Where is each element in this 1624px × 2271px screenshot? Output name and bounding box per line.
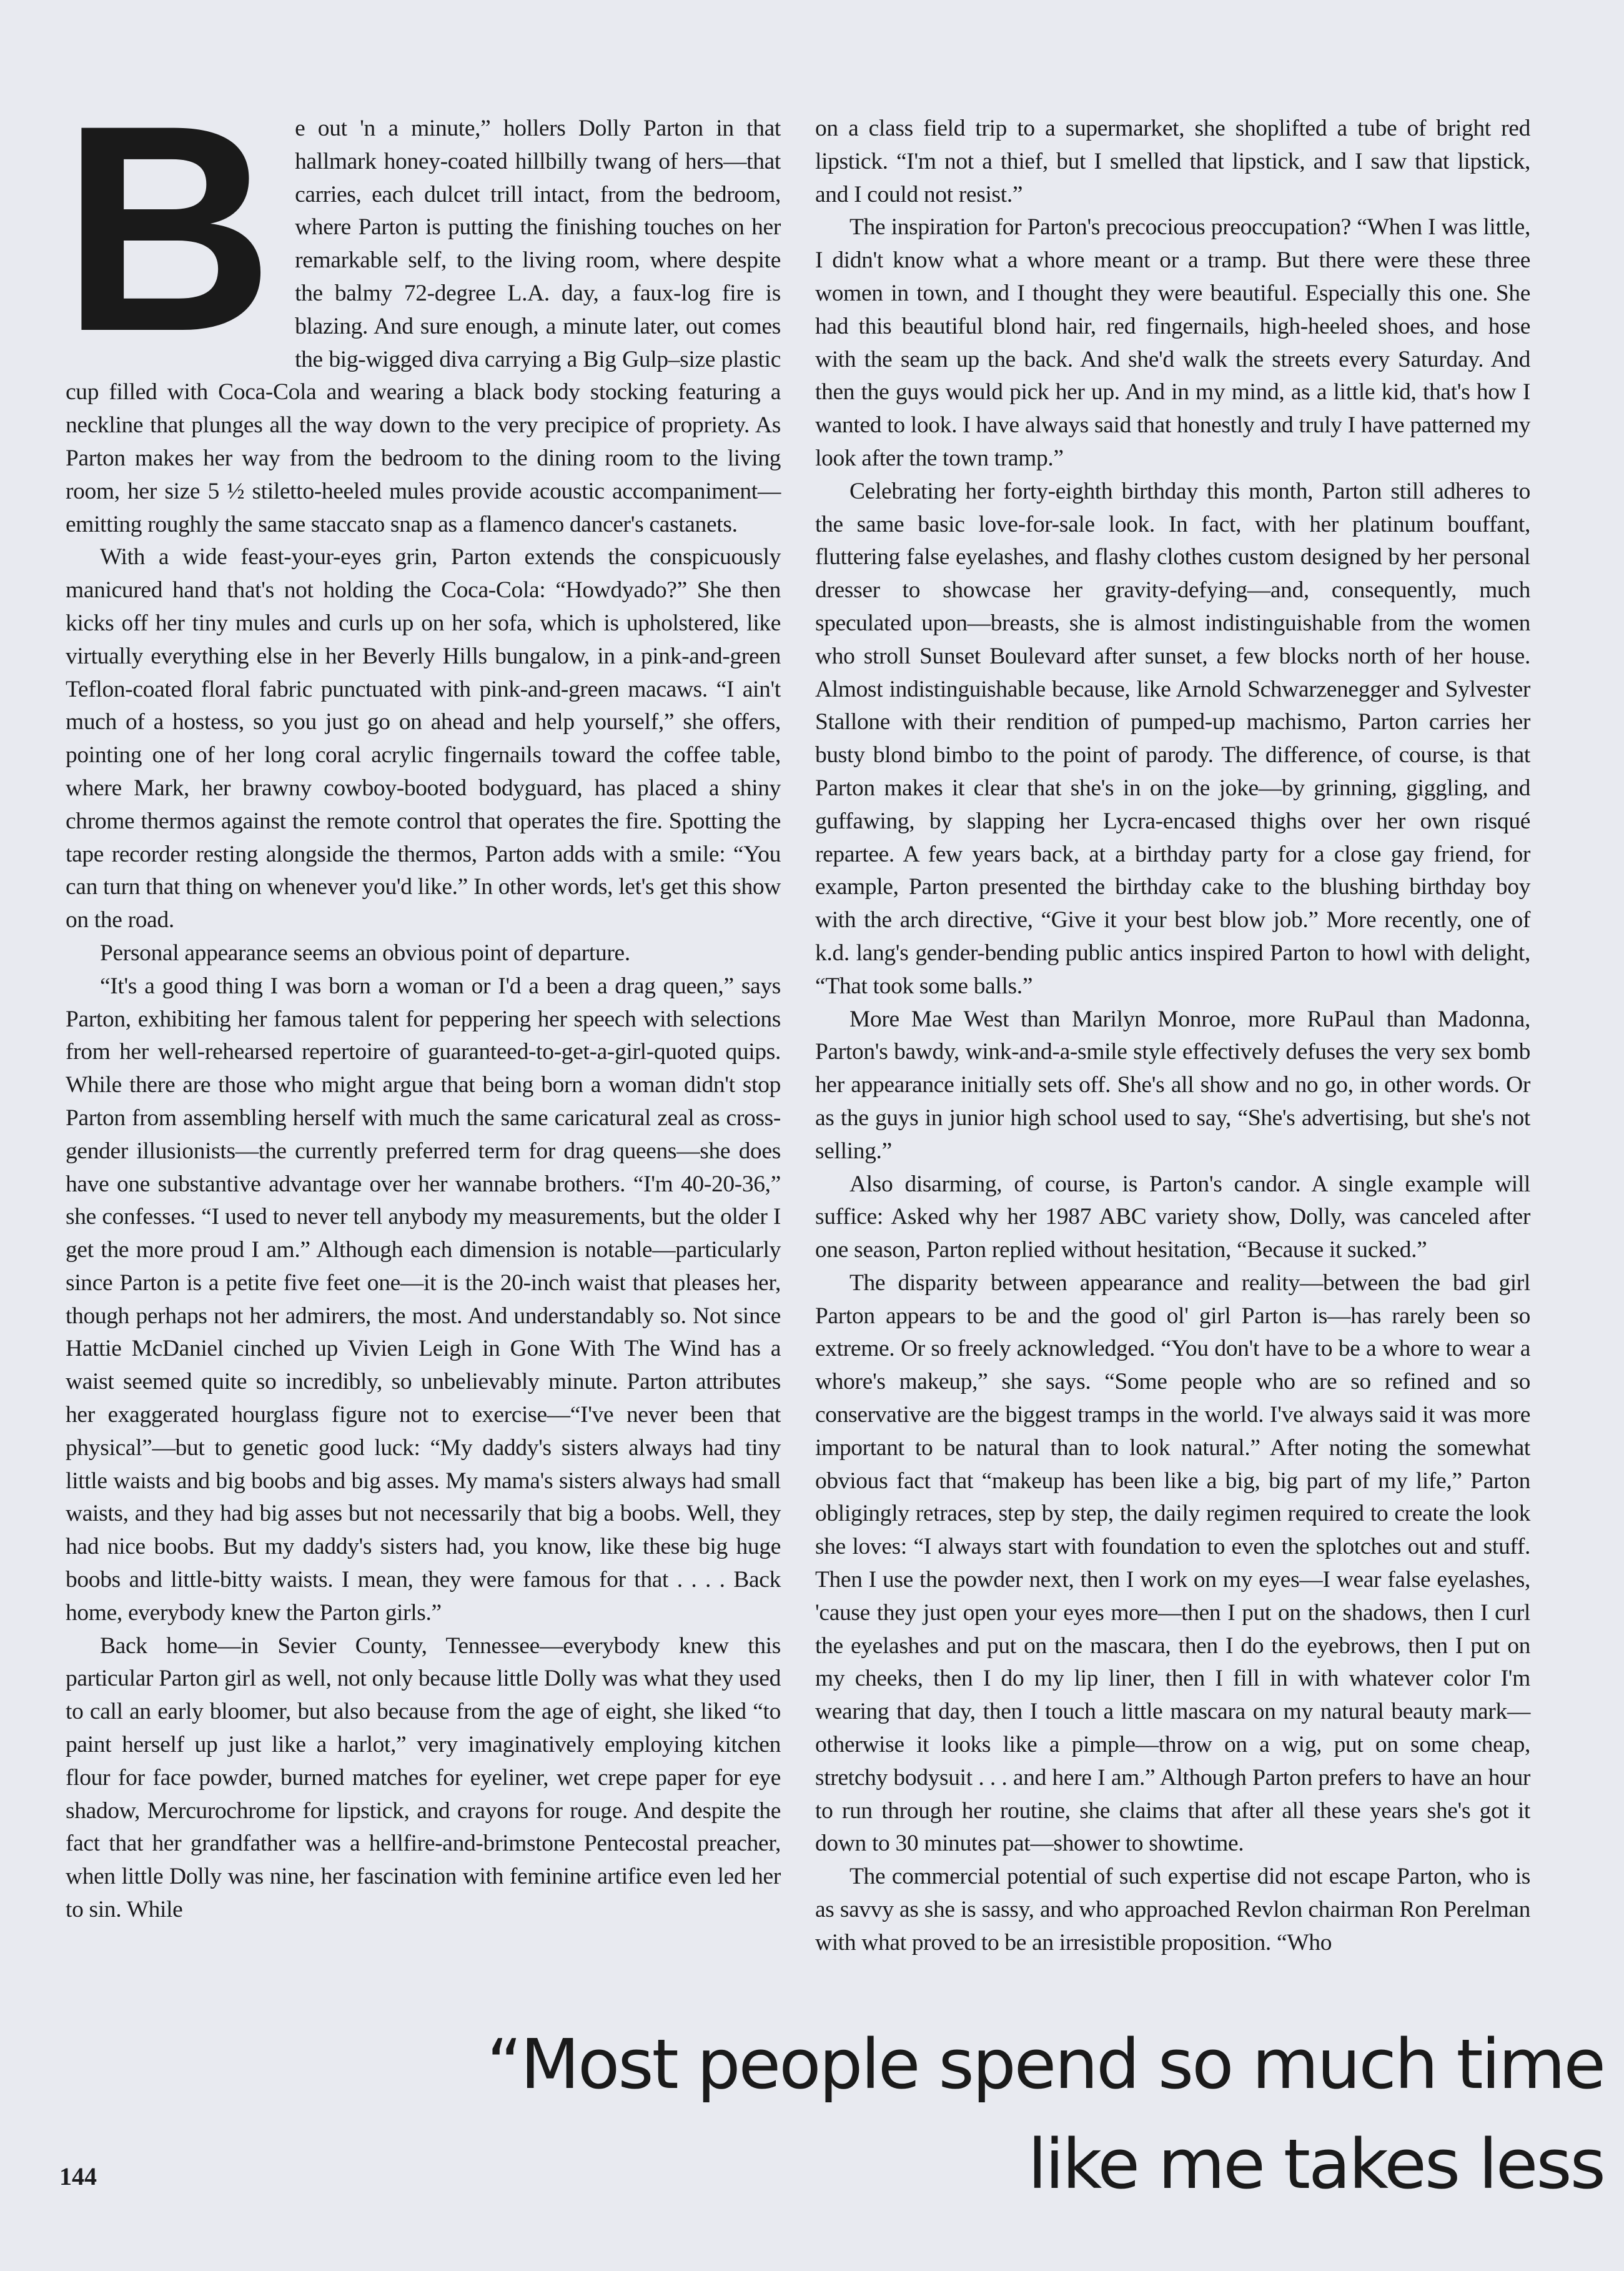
article-paragraph: Also disarming, of course, is Parton's candor. A single example will suffice: Asked why her 1987 ABC variety show, Dolly, was canceled after one season, Parton replied without hesitation, “Because it sucked.” (815, 1171, 1530, 1263)
article-paragraph: e out 'n a minute,” hollers Dolly Parton in that hallmark honey-coated hillbilly twang of hers—that carries, each dulcet trill intact, from the bedroom, where Parton is putting the finishing touches on her remarkable self, to the living room, where despite the balmy 72-degree L.A. day, a faux-log fire is blazing. And sure enough, a minute later, out comes the big-wigged diva carrying a Big Gulp–size plastic cup filled with Coca-Cola and wearing a black body stocking featuring a neckline that plunges all the way down to the very precipice of propriety. As Parton makes her way from the bedroom to the dining room to the living room, her size 5 ½ stiletto-heeled mules provide acoustic accompaniment—emitting roughly the same staccato snap as a flamenco dancer's castanets. (66, 116, 781, 537)
article-paragraph: More Mae West than Marilyn Monroe, more RuPaul than Madonna, Parton's bawdy, wink-and-a-smile style effectively defuses the very sex bomb her appearance initially sets off. She's all show and no go, in other words. Or as the guys in junior high school used to say, “She's advertising, but she's not selling.” (815, 1006, 1530, 1164)
article-paragraph: The inspiration for Parton's precocious preoccupation? “When I was little, I didn't know what a whore meant or a tramp. But there were these three women in town, and I thought they were beautiful. Especially this one. She had this beautiful blond hair, red fingernails, high-heeled shoes, and hose with the seam up the back. And she'd walk the streets every Saturday. And then the guys would pick her up. And in my mind, as a little kid, that's how I wanted to look. I have always said that honestly and truly I have patterned my look after the town tramp.” (815, 214, 1530, 471)
page-number: 144 (59, 2162, 97, 2190)
article-column-left (62, 64, 781, 1927)
article-paragraph: “It's a good thing I was born a woman or I'd a been a drag queen,” says Parton, exhibiting her famous talent for peppering her speech with selections from her well-rehearsed repertoire of guaranteed-to-get-a-girl-quoted quips. While there are those who might argue that being born a woman didn't stop Parton from assembling herself with much the same caricatural zeal as cross-gender illusionists—the currently preferred term for drag queens—she does have one substantive advantage over her wannabe brothers. “I'm 40-20-36,” she confesses. “I used to never tell anybody my measurements, but the older I get the more proud I am.” Although each dimension is notable—particularly since Parton is a petite five feet one—it is the 20-inch waist that pleases her, though perhaps not her admirers, the most. And understandably so. Not since Hattie McDaniel cinched up Vivien Leigh in Gone With The Wind has a waist seemed quite so incredibly, so unbelievably minute. Parton attributes her exaggerated hourglass figure not to exercise—“I've never been that physical”—but to genetic good luck: “My daddy's sisters always had tiny little waists and big boobs and big asses. My mama's sisters always had small waists, and they had big asses but not necessarily that big a boobs. Well, they had nice boobs. But my daddy's sisters had, you know, like these big huge boobs and little-bitty waists. I mean, they were famous for that . . . . Back home, everybody knew the Parton girls.” (66, 973, 781, 1626)
article-paragraph: With a wide feast-your-eyes grin, Parton extends the conspicuously manicured hand that's not holding the Coca-Cola: “Howdyado?” She then kicks off her tiny mules and curls up on her sofa, which is upholstered, like virtually everything else in her Beverly Hills bungalow, in a pink-and-green Teflon-coated floral fabric punctuated with pink-and-green macaws. “I ain't much of a hostess, so you just go on ahead and help yourself,” she offers, pointing one of her long coral acrylic fingernails toward the coffee table, where Mark, her brawny cowboy-booted bodyguard, has placed a shiny chrome thermos against the remote control that operates the fire. Spotting the tape recorder resting alongside the thermos, Parton adds with a smile: “You can turn that thing on whenever you'd like.” In other words, let's get this show on the road. (66, 544, 781, 933)
pull-quote-line-2: like me takes less (1027, 2124, 1604, 2204)
article-paragraph: on a class field trip to a supermarket, she shoplifted a tube of bright red lipstick. “I'm not a thief, but I smelled that lipstick, and I saw that lipstick, and I could not resist.” (815, 116, 1530, 207)
article-paragraph: Personal appearance seems an obvious point of departure. (100, 940, 630, 966)
article-column-right (815, 112, 1530, 1960)
article-paragraph: The disparity between appearance and reality—between the bad girl Parton appears to be and the good ol' girl Parton is—has rarely been so extreme. Or so freely acknowledged. “You don't have to be a whore to wear a whore's makeup,” she says. “Some people who are so refined and so conservative are the biggest tramps in the world. I've always said it was more important to be natural than to look natural.” After noting the somewhat obvious fact that “makeup has been like a big, big part of my life,” Parton obligingly retraces, step by step, the daily regimen required to create the look she loves: “I always start with foundation to even the splotches out and stuff. Then I use the powder next, then I work on my eyes—I wear false eyelashes, 'cause they just open your eyes more—then I put on the shadows, then I curl the eyelashes and put on the mascara, then I do the eyebrows, then I put on my cheeks, then I do my lip liner, then I fill in with whatever color I'm wearing that day, then I touch a little mascara on my natural beauty mark—otherwise it looks like a pimple—throw on a wig, put on some cheap, stretchy bodysuit . . . and here I am.” Although Parton prefers to have an hour to run through her routine, she claims that after all these years she's got it down to 30 minutes pat—shower to showtime. (815, 1270, 1530, 1857)
drop-cap: B (62, 64, 274, 392)
article-paragraph: The commercial potential of such expertise did not escape Parton, who is as savvy as she is sassy, and who approached Revlon chairman Ron Perelman with what proved to be an irresistible proposition. “Who (815, 1864, 1530, 1955)
article-paragraph: Celebrating her forty-eighth birthday this month, Parton still adheres to the same basic love-for-sale look. In fact, with her platinum bouffant, fluttering false eyelashes, and flashy clothes custom designed by her personal dresser to showcase her gravity-defying—and, consequently, much speculated upon—breasts, she is almost indistinguishable from the women who stroll Sunset Boulevard after sunset, a few blocks north of her house. Almost indistinguishable because, like Arnold Schwarzenegger and Sylvester Stallone with their rendition of pumped-up machismo, Parton carries her busty blond bimbo to the point of parody. The difference, of course, is that Parton makes it clear that she's in on the joke—by grinning, giggling, and guffawing, by slapping her Lycra-encased thighs over her own risqué repartee. A few years back, at a birthday party for a close gay friend, for example, Parton presented the birthday cake to the blushing birthday boy with the arch directive, “Give it your best blow job.” More recently, one of k.d. lang's gender-bending public antics inspired Parton to howl with delight, “That took some balls.” (815, 478, 1530, 999)
article-paragraph: Back home—in Sevier County, Tennessee—everybody knew this particular Parton girl as well, not only because little Dolly was what they used to call an early bloomer, but also because from the age of eight, she liked “to paint herself up just like a harlot,” very imaginatively employing kitchen flour for face powder, burned matches for eyeliner, wet crepe paper for eye shadow, Mercurochrome for lipstick, and crayons for rouge. And despite the fact that her grandfather was a hellfire-and-brimstone Pentecostal preacher, when little Dolly was nine, her fascination with feminine artifice even led her to sin. While (66, 1632, 781, 1923)
pull-quote-line-1: “Most people spend so much time (487, 2024, 1604, 2104)
